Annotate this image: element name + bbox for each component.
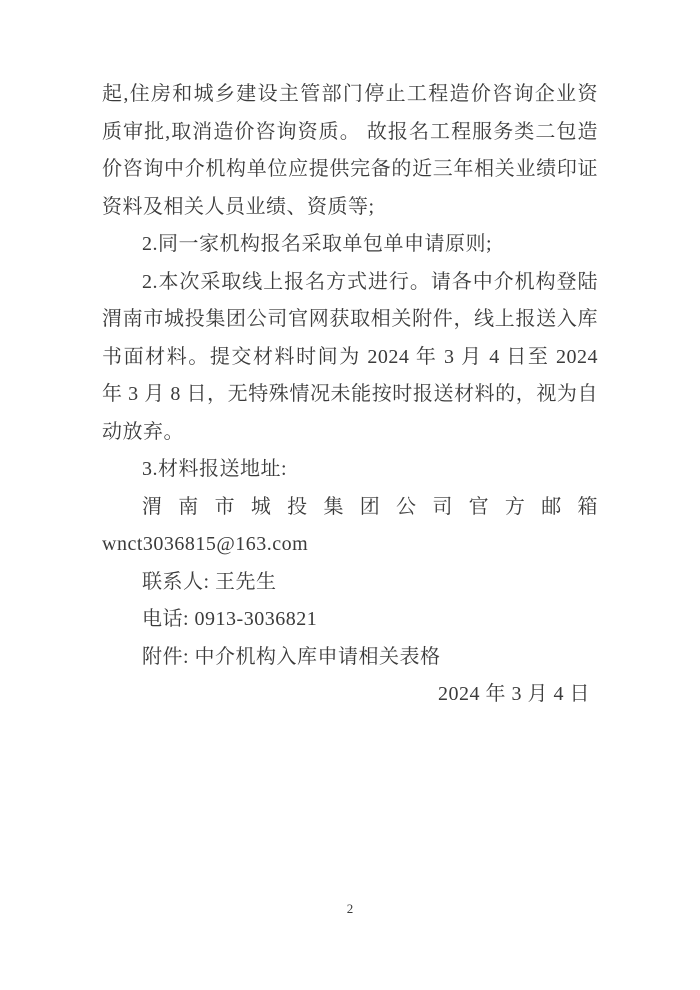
paragraph-online-registration: 2.本次采取线上报名方式进行。请各中介机构登陆渭南市城投集团公司官网获取相关附件，线上报送入库书面材料。提交材料时间为 2024 年 3 月 4 日至 2024 年 3 月 8 日，无特殊情况未能按时报送材料的，视为自动放弃。 — [102, 270, 598, 443]
page-number: 2 — [346, 901, 354, 916]
paragraph-rule-single-package: 2.同一家机构报名采取单包单申请原则; — [142, 233, 493, 255]
paragraph-email-address: 渭南市城投集团公司官方邮箱 wnct3036815@163.com — [102, 495, 598, 555]
paragraph-continuation: 起,住房和城乡建设主管部门停止工程造价咨询企业资质审批,取消造价咨询资质。 故报名工程服务类二包造价咨询中介机构单位应提供完备的近三年相关业绩印证资料及相关人员业绩、资质等; — [102, 83, 598, 218]
paragraph-phone-number: 电话: 0913-3036821 — [142, 608, 318, 630]
document-date: 2024 年 3 月 4 日 — [438, 683, 590, 705]
document-body — [102, 76, 598, 714]
page-footer — [0, 901, 700, 917]
paragraph-contact-person: 联系人: 王先生 — [142, 570, 277, 593]
paragraph-submission-address-heading: 3.材料报送地址: — [142, 458, 288, 480]
paragraph-attachment: 附件: 中介机构入库申请相关表格 — [142, 645, 441, 668]
